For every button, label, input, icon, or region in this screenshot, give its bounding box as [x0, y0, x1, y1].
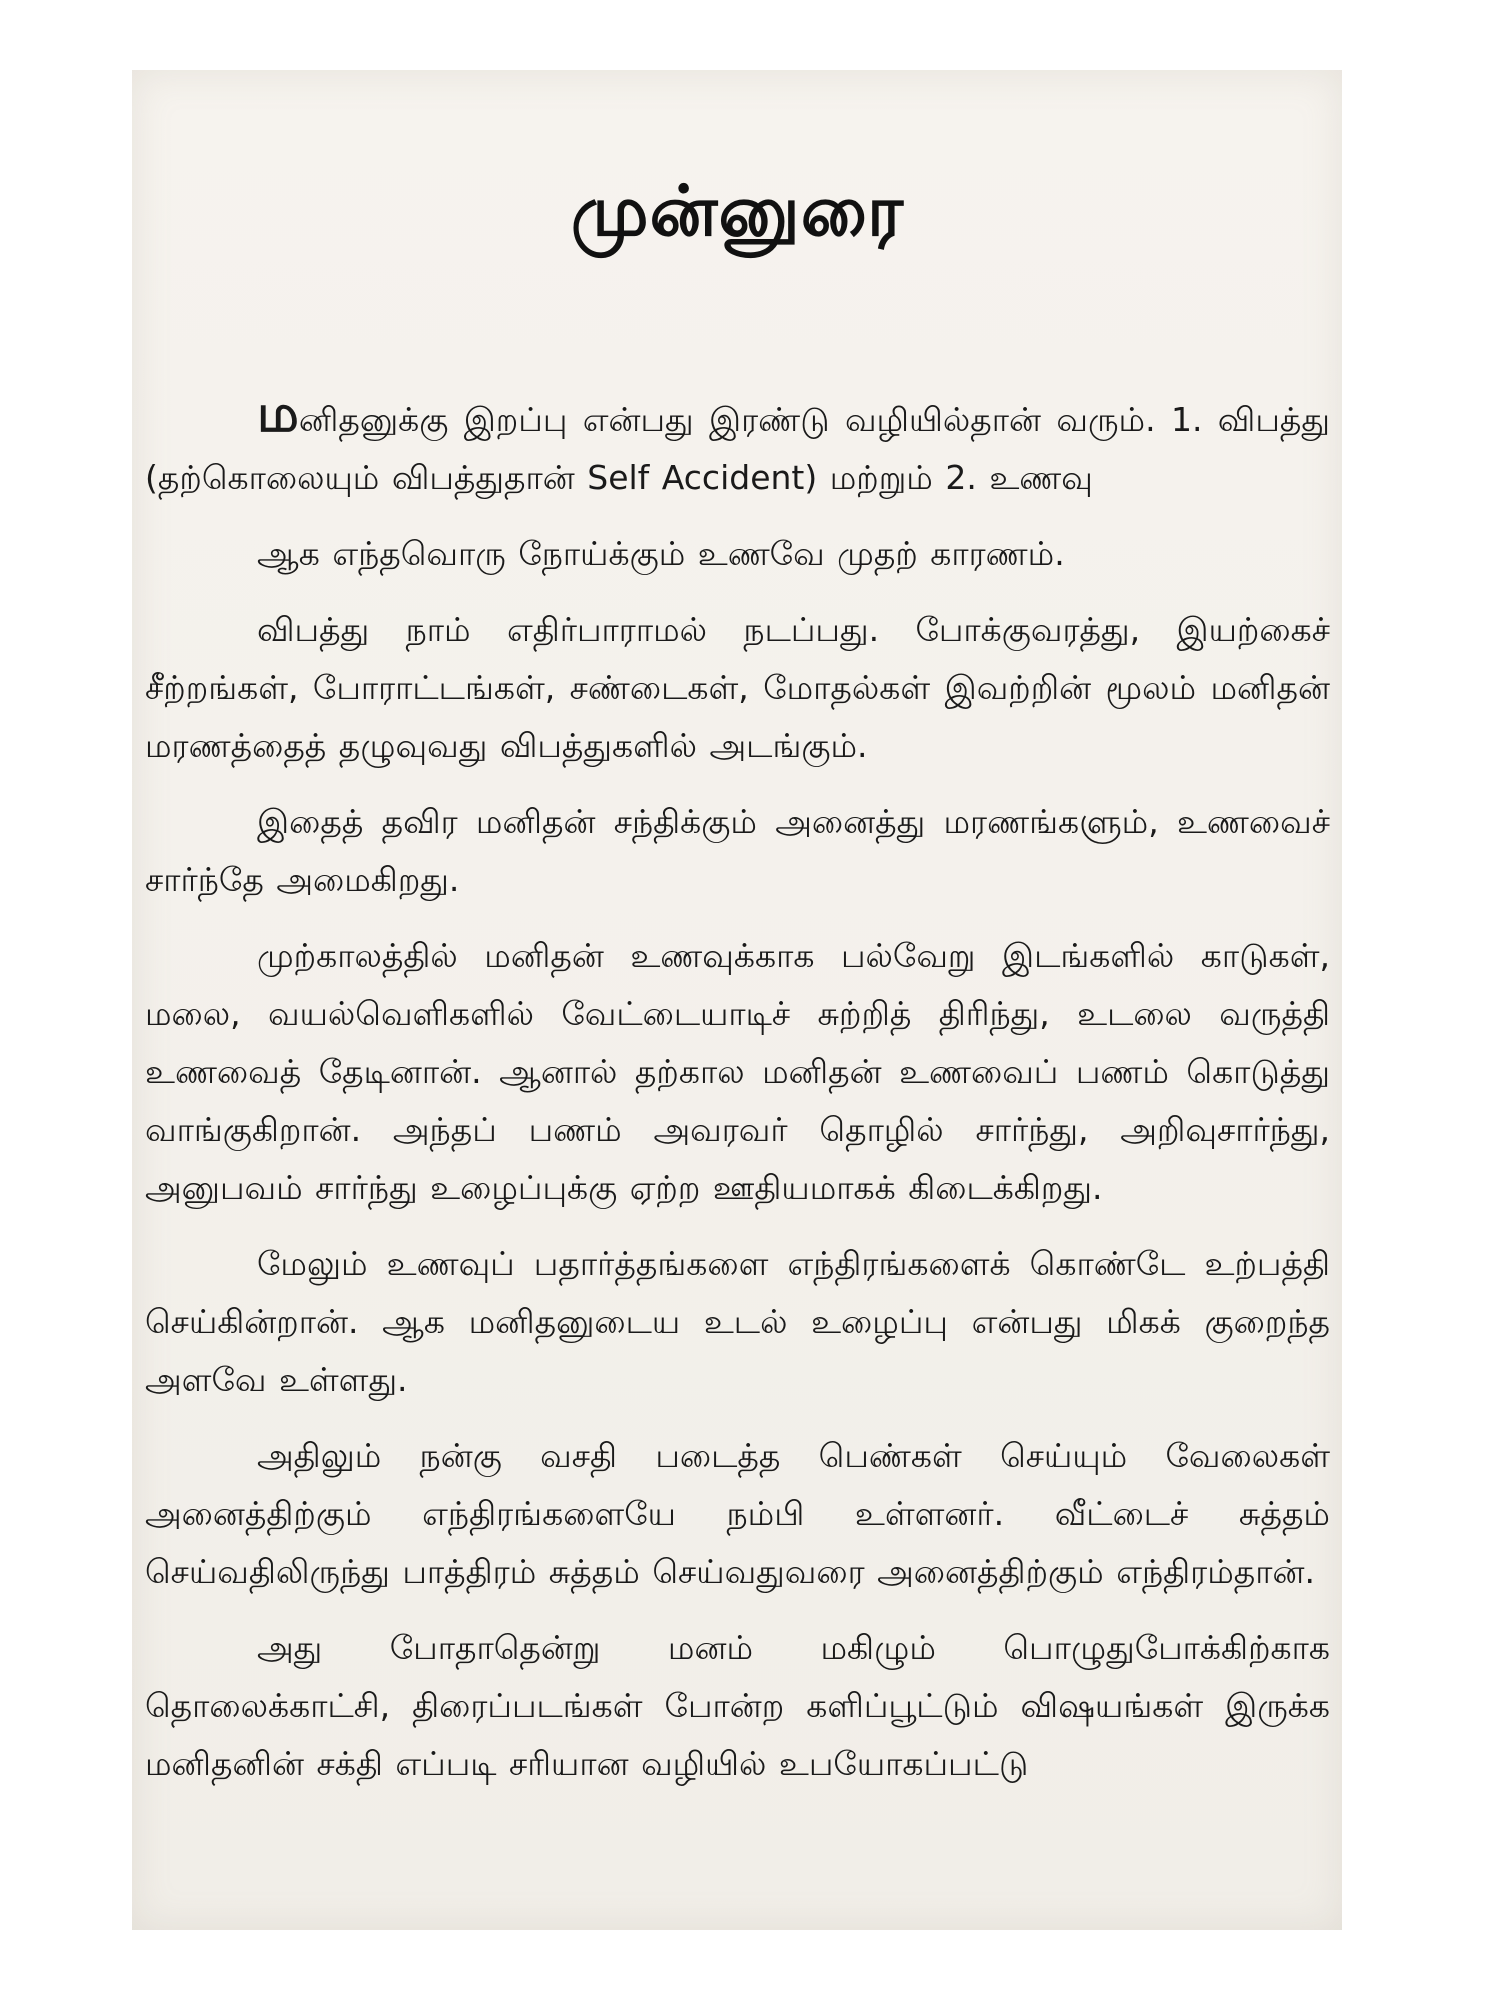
drop-cap: ம	[257, 384, 299, 444]
page-title: முன்னுரை	[570, 170, 905, 252]
page-content	[145, 170, 1330, 1811]
paragraph-7: அதிலும் நன்கு வசதி படைத்த பெண்கள் செய்யும் வேலைகள் அனைத்திற்கும் எந்திரங்களையே நம்பி உள்ளனர். வீட்டைச் சுத்தம் செய்வதிலிருந்து பாத்திரம் சுத்தம் செய்வதுவரை அனைத்திற்கும் எந்திரம்தான்.	[145, 1436, 1330, 1591]
paragraph-1-text: னிதனுக்கு இறப்பு என்பது இரண்டு வழியில்தான் வரும். 1. விபத்து (தற்கொலையும் விபத்துதான் Self Accident) மற்றும் 2. உணவு	[145, 400, 1330, 497]
paragraph-2: ஆக எந்தவொரு நோய்க்கும் உணவே முதற் காரணம்.	[257, 534, 1065, 573]
paragraph-8: அது போதாதென்று மனம் மகிழும் பொழுதுபோக்கிற்காக தொலைக்காட்சி, திரைப்படங்கள் போன்ற களிப்பூட்டும் விஷயங்கள் இருக்க மனிதனின் சக்தி எப்படி சரியான வழியில் உபயோகப்பட்டு	[145, 1628, 1330, 1783]
paragraph-6: மேலும் உணவுப் பதார்த்தங்களை எந்திரங்களைக் கொண்டே உற்பத்தி செய்கின்றான். ஆக மனிதனுடைய உடல் உழைப்பு என்பது மிகக் குறைந்த அளவே உள்ளது.	[145, 1244, 1330, 1399]
paragraph-4: இதைத் தவிர மனிதன் சந்திக்கும் அனைத்து மரணங்களும், உணவைச் சார்ந்தே அமைகிறது.	[145, 802, 1330, 899]
paragraph-1	[145, 384, 1330, 507]
paragraph-5: முற்காலத்தில் மனிதன் உணவுக்காக பல்வேறு இடங்களில் காடுகள், மலை, வயல்வெளிகளில் வேட்டையாடிச் சுற்றித் திரிந்து, உடலை வருத்தி உணவைத் தேடினான். ஆனால் தற்கால மனிதன் உணவைப் பணம் கொடுத்து வாங்குகிறான். அந்தப் பணம் அவரவர் தொழில் சார்ந்து, அறிவுசார்ந்து, அனுபவம் சார்ந்து உழைப்புக்கு ஏற்ற ஊதியமாகக் கிடைக்கிறது.	[145, 936, 1330, 1207]
paragraph-3: விபத்து நாம் எதிர்பாராமல் நடப்பது. போக்குவரத்து, இயற்கைச் சீற்றங்கள், போராட்டங்கள், சண்டைகள், மோதல்கள் இவற்றின் மூலம் மனிதன் மரணத்தைத் தழுவுவது விபத்துகளில் அடங்கும்.	[145, 610, 1330, 765]
